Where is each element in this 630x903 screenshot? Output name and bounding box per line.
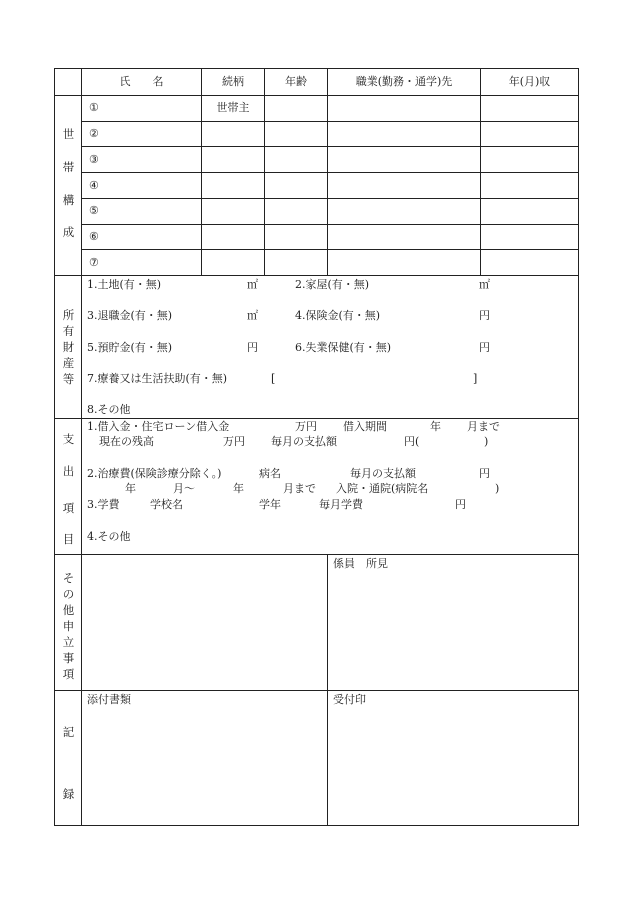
household-row-number: ⑤ — [89, 204, 99, 217]
assets-label-char: 有 — [62, 324, 75, 338]
other-label-char: 他 — [62, 603, 75, 617]
household-row-relation: 世帯主 — [216, 101, 250, 114]
other-label-char: 立 — [62, 635, 75, 649]
expense-balance-unit: 万円 — [223, 435, 245, 448]
asset-unemployment-unit: 円 — [479, 341, 490, 354]
header-relation: 続柄 — [222, 75, 244, 88]
asset-savings-unit: 円 — [247, 341, 258, 354]
expense-tuition-unit: 円 — [455, 498, 466, 511]
application-form — [54, 68, 579, 826]
attachments-label: 添付書類 — [87, 693, 131, 706]
household-label-char: 構 — [62, 193, 75, 207]
other-label-char: 項 — [62, 667, 75, 681]
expense-close-paren: ) — [484, 435, 489, 448]
expense-year-from: 年 — [125, 482, 136, 495]
expense-balance: 現在の残高 — [99, 435, 154, 448]
asset-unemployment: 6.失業保健(有・無) — [295, 341, 392, 354]
expense-loan-unit: 万円 — [295, 420, 317, 433]
bracket-open: [ — [271, 372, 276, 385]
asset-insurance-unit: 円 — [479, 309, 490, 322]
household-label-char: 世 — [62, 127, 75, 141]
expense-medical: 2.治療費(保険診療分除く。) — [87, 467, 222, 480]
expense-monthly-tuition: 毎月学費 — [319, 498, 363, 511]
asset-retirement-unit: ㎡ — [247, 309, 258, 322]
expense-medical-monthly: 毎月の支払額 — [350, 467, 416, 480]
expense-loan-year: 年 — [430, 420, 441, 433]
expense-other: 4.その他 — [87, 530, 131, 543]
asset-retirement: 3.退職金(有・無) — [87, 309, 173, 322]
header-age: 年齢 — [285, 75, 307, 88]
expense-loan-until: 月まで — [467, 420, 500, 433]
asset-savings: 5.預貯金(有・無) — [87, 341, 173, 354]
other-label-char: そ — [62, 571, 75, 585]
expense-year-to: 年 — [233, 482, 244, 495]
household-row-number: ④ — [89, 179, 99, 192]
expense-disease: 病名 — [259, 467, 281, 480]
asset-house: 2.家屋(有・無) — [295, 278, 370, 291]
expense-school: 学校名 — [150, 498, 183, 511]
other-label-char: の — [62, 587, 75, 601]
expense-tuition: 3.学費 — [87, 498, 120, 511]
asset-other: 8.その他 — [87, 403, 131, 416]
household-row-number: ⑥ — [89, 230, 99, 243]
bracket-close: ] — [473, 372, 478, 385]
assets-label-char: 財 — [62, 340, 75, 354]
expenses-label-char: 項 — [62, 501, 75, 515]
assets-label-char: 産 — [62, 356, 75, 370]
expense-loan-period: 借入期間 — [343, 420, 387, 433]
expense-medical-unit: 円 — [479, 467, 490, 480]
asset-insurance: 4.保険金(有・無) — [295, 309, 381, 322]
expense-loan: 1.借入金・住宅ローン借入金 — [87, 420, 230, 433]
expenses-label-char: 出 — [62, 464, 75, 478]
asset-land: 1.土地(有・無) — [87, 278, 162, 291]
other-label-char: 事 — [62, 651, 75, 665]
expense-grade: 学年 — [259, 498, 281, 511]
header-income: 年(月)収 — [508, 75, 551, 88]
expense-monthly-payment: 毎月の支払額 — [271, 435, 337, 448]
assets-label-char: 等 — [62, 372, 75, 386]
expenses-label-char: 目 — [62, 532, 75, 546]
household-label-char: 成 — [62, 225, 75, 239]
expense-monthly-unit: 円( — [404, 435, 420, 448]
header-occupation: 職業(勤務・通学)先 — [355, 75, 453, 88]
asset-medical-aid: 7.療養又は生活扶助(有・無) — [87, 372, 228, 385]
record-label-char: 録 — [62, 787, 75, 801]
other-label-char: 申 — [62, 619, 75, 633]
record-label-char: 記 — [62, 725, 75, 739]
stamp-label: 受付印 — [333, 693, 366, 706]
asset-land-unit: ㎡ — [247, 278, 258, 291]
expenses-label-char: 支 — [62, 432, 75, 446]
household-label-char: 帯 — [62, 160, 75, 174]
assets-label-char: 所 — [62, 308, 75, 322]
household-row-number: ③ — [89, 153, 99, 166]
household-row-number: ② — [89, 127, 99, 140]
expense-month-from: 月〜 — [173, 482, 195, 495]
household-row-number: ⑦ — [89, 256, 99, 269]
asset-house-unit: ㎡ — [479, 278, 490, 291]
staff-opinion-label: 係員 所見 — [333, 557, 388, 570]
household-row-number: ① — [89, 101, 99, 114]
expense-hospital: 入院・通院(病院名 — [336, 482, 429, 495]
header-name: 氏 名 — [119, 75, 164, 88]
expense-month-until: 月まで — [283, 482, 316, 495]
expense-hospital-close: ) — [495, 482, 500, 495]
